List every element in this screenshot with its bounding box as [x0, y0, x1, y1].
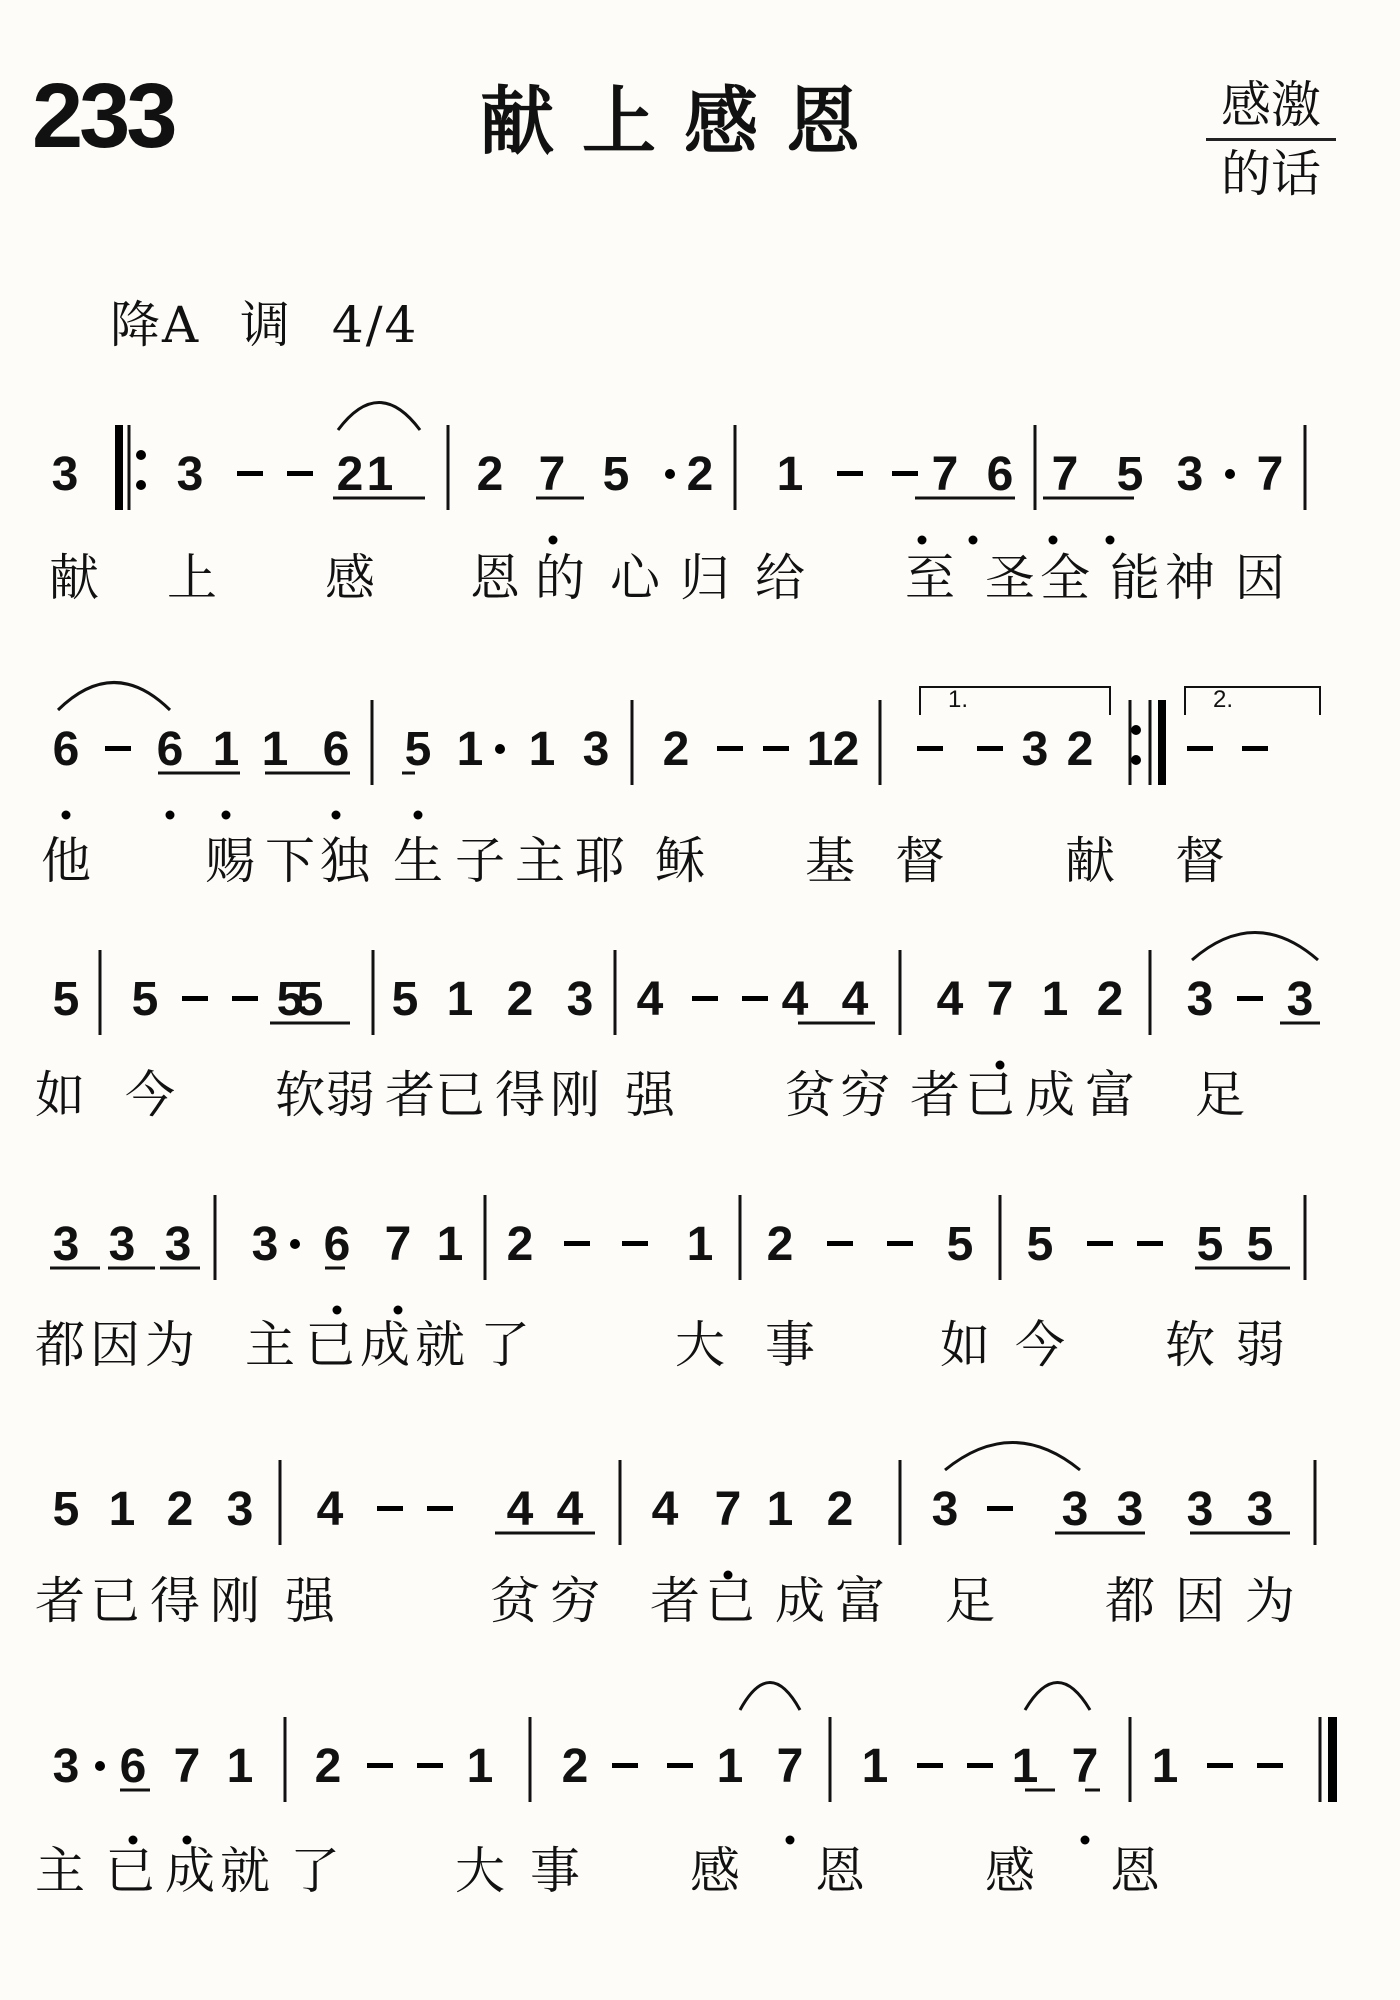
note: 1 — [436, 1218, 464, 1271]
hymn-number: 233 — [32, 65, 174, 167]
note: 3 — [108, 1218, 136, 1271]
note: 3 — [1186, 1483, 1214, 1536]
lyric-char: 得 — [495, 1066, 545, 1124]
tie-arc — [58, 683, 170, 711]
dash-note — [717, 746, 743, 751]
note: 3 — [176, 448, 204, 501]
repeat-dot — [136, 480, 146, 490]
tie-arc — [1025, 1683, 1090, 1711]
lyric-char: 刚 — [550, 1066, 600, 1124]
note: 1 — [716, 1740, 744, 1793]
key-signature: 降A 调 4/4 — [110, 296, 419, 354]
lyric-char: 事 — [530, 1842, 580, 1900]
dash-note — [612, 1763, 638, 1768]
note: 3 — [1176, 448, 1204, 501]
note: 7 — [714, 1483, 742, 1536]
lyric-char: 圣 — [985, 549, 1035, 607]
dash-note — [837, 471, 863, 476]
lyric-char: 下 — [265, 832, 315, 890]
lyric-char: 成 — [360, 1316, 410, 1374]
lyric-char: 全 — [1040, 549, 1090, 607]
dash-note — [917, 746, 943, 751]
lyric-char: 足 — [945, 1572, 995, 1630]
lyric-char: 事 — [765, 1316, 815, 1374]
note: 6 — [119, 1740, 147, 1793]
dash-note — [1087, 1241, 1113, 1246]
note: 3 — [1116, 1483, 1144, 1536]
lyric-char: 大 — [675, 1316, 725, 1374]
dash-note — [1137, 1241, 1163, 1246]
dot-note — [290, 1239, 300, 1249]
octave-dot — [394, 1306, 403, 1315]
note: 1 — [108, 1483, 136, 1536]
note: 3 — [1246, 1483, 1274, 1536]
octave-dot — [62, 811, 71, 820]
octave-dot — [786, 1836, 795, 1845]
lyric-char: 今 — [1015, 1316, 1065, 1374]
note: 3 — [566, 973, 594, 1026]
note: 1 — [261, 723, 289, 776]
dash-note — [892, 471, 918, 476]
lyric-char: 已 — [965, 1066, 1015, 1124]
octave-dot — [332, 811, 341, 820]
dash-note — [1242, 746, 1268, 751]
note: 3 — [1186, 973, 1214, 1026]
note: 5 — [52, 1483, 80, 1536]
lyric-char: 心 — [610, 549, 660, 607]
note: 1 — [226, 1740, 254, 1793]
note: 1 — [446, 973, 474, 1026]
note: 4 — [636, 973, 664, 1026]
repeat-end-thick — [1158, 700, 1166, 785]
volta-label: 2. — [1213, 686, 1234, 713]
note: 5 — [1116, 448, 1144, 501]
lyric-char: 主 — [245, 1316, 295, 1374]
lyric-char: 成 — [165, 1842, 215, 1900]
note: 1 — [366, 448, 394, 501]
dot-note — [495, 744, 505, 754]
note: 1 — [528, 723, 556, 776]
note: 4 — [506, 1483, 534, 1536]
note: 2 — [662, 723, 690, 776]
final-barline-thick — [1328, 1717, 1337, 1802]
lyric-char: 穷 — [840, 1066, 890, 1124]
note: 2 — [476, 448, 504, 501]
note: 7 — [538, 448, 566, 501]
lyric-char: 者 — [385, 1066, 435, 1124]
lyric-char: 得 — [150, 1572, 200, 1630]
note: 5 — [391, 973, 419, 1026]
category-tag-bottom: 的话 — [1221, 145, 1321, 203]
lyric-char: 软 — [275, 1066, 325, 1124]
lyric-char: 耶 — [575, 832, 625, 890]
note: 2 — [336, 448, 364, 501]
lyric-char: 至 — [905, 549, 955, 607]
note: 7 — [1071, 1740, 1099, 1793]
lyric-char: 因 — [1175, 1572, 1225, 1630]
lyric-char: 督 — [1175, 832, 1225, 890]
note: 4 — [316, 1483, 344, 1536]
octave-dot — [969, 536, 978, 545]
lyric-char: 的 — [535, 549, 585, 607]
lyric-char: 稣 — [655, 832, 705, 890]
lyric-char: 者 — [35, 1572, 85, 1630]
note: 2 — [314, 1740, 342, 1793]
note: 3 — [51, 448, 79, 501]
note: 2 — [832, 723, 860, 776]
lyric-char: 为 — [145, 1316, 195, 1374]
lyric-char: 弱 — [1235, 1316, 1285, 1374]
lyric-char: 软 — [1165, 1316, 1215, 1374]
octave-dot — [222, 811, 231, 820]
lyric-char: 归 — [680, 549, 730, 607]
dash-note — [742, 996, 768, 1001]
lyric-char: 都 — [35, 1316, 85, 1374]
repeat-dot — [1131, 755, 1141, 765]
octave-dot — [166, 811, 175, 820]
note: 1 — [861, 1740, 889, 1793]
note: 1 — [466, 1740, 494, 1793]
note: 6 — [986, 448, 1014, 501]
volta-label: 1. — [948, 686, 969, 713]
note: 2 — [826, 1483, 854, 1536]
lyric-char: 今 — [125, 1066, 175, 1124]
lyric-char: 为 — [1245, 1572, 1295, 1630]
tie-arc — [1192, 933, 1318, 961]
lyric-char: 大 — [455, 1842, 505, 1900]
lyric-char: 了 — [290, 1842, 340, 1900]
dash-note — [367, 1763, 393, 1768]
note: 2 — [686, 448, 714, 501]
note: 1 — [1011, 1740, 1039, 1793]
lyric-char: 富 — [835, 1572, 885, 1630]
note: 6 — [323, 1218, 351, 1271]
lyric-char: 了 — [480, 1316, 530, 1374]
repeat-start-thick — [115, 425, 123, 510]
dash-note — [417, 1763, 443, 1768]
note: 1 — [686, 1218, 714, 1271]
lyric-char: 基 — [805, 832, 855, 890]
note: 3 — [582, 723, 610, 776]
dash-note — [564, 1241, 590, 1246]
dash-note — [287, 471, 313, 476]
lyric-char: 献 — [1065, 832, 1115, 890]
lyric-char: 子 — [455, 832, 505, 890]
dash-note — [667, 1763, 693, 1768]
note: 3 — [52, 1218, 80, 1271]
note: 7 — [1051, 448, 1079, 501]
lyric-char: 足 — [1195, 1066, 1245, 1124]
lyric-char: 穷 — [550, 1572, 600, 1630]
note: 5 — [1246, 1218, 1274, 1271]
score-layer — [35, 403, 1337, 1901]
octave-dot — [333, 1306, 342, 1315]
lyric-char: 已 — [705, 1572, 755, 1630]
note: 1 — [766, 1483, 794, 1536]
note: 2 — [1096, 973, 1124, 1026]
dash-note — [105, 746, 131, 751]
tie-arc — [740, 1683, 800, 1711]
lyric-char: 刚 — [210, 1572, 260, 1630]
dash-note — [237, 471, 263, 476]
dash-note — [827, 1241, 853, 1246]
dash-note — [182, 996, 208, 1001]
lyric-char: 都 — [1105, 1572, 1155, 1630]
note: 1 — [1151, 1740, 1179, 1793]
lyric-char: 因 — [90, 1316, 140, 1374]
octave-dot — [1106, 536, 1115, 545]
lyric-char: 已 — [90, 1572, 140, 1630]
dash-note — [1237, 996, 1263, 1001]
lyric-char: 富 — [1085, 1066, 1135, 1124]
note: 5 — [404, 723, 432, 776]
note: 3 — [226, 1483, 254, 1536]
note: 2 — [166, 1483, 194, 1536]
note: 3 — [1286, 973, 1314, 1026]
lyric-char: 生 — [393, 832, 443, 890]
lyric-char: 督 — [895, 832, 945, 890]
note: 2 — [506, 1218, 534, 1271]
note: 7 — [1256, 448, 1284, 501]
note: 6 — [52, 723, 80, 776]
dash-note — [987, 1506, 1013, 1511]
note: 6 — [156, 723, 184, 776]
lyric-char: 成 — [775, 1572, 825, 1630]
note: 3 — [1061, 1483, 1089, 1536]
note: 7 — [173, 1740, 201, 1793]
note: 4 — [651, 1483, 679, 1536]
octave-dot — [1081, 1836, 1090, 1845]
lyric-char: 恩 — [470, 549, 520, 607]
lyric-char: 能 — [1110, 549, 1160, 607]
lyric-char: 神 — [1165, 549, 1215, 607]
note: 3 — [164, 1218, 192, 1271]
octave-dot — [1049, 536, 1058, 545]
lyric-char: 贫 — [785, 1066, 835, 1124]
volta-bracket — [1185, 687, 1320, 715]
lyric-char: 者 — [910, 1066, 960, 1124]
dash-note — [377, 1506, 403, 1511]
lyric-char: 给 — [755, 549, 805, 607]
note: 5 — [946, 1218, 974, 1271]
note: 5 — [1026, 1218, 1054, 1271]
dash-note — [232, 996, 258, 1001]
note: 6 — [322, 723, 350, 776]
dash-note — [1207, 1763, 1233, 1768]
lyric-char: 如 — [35, 1066, 85, 1124]
hymn-title: 献上感恩 — [480, 79, 888, 165]
lyric-char: 因 — [1235, 549, 1285, 607]
note: 5 — [52, 973, 80, 1026]
lyric-char: 赐 — [205, 832, 255, 890]
dot-note — [665, 469, 675, 479]
lyric-char: 已 — [435, 1066, 485, 1124]
note: 1 — [1041, 973, 1069, 1026]
octave-dot — [918, 536, 927, 545]
tie-arc — [338, 403, 420, 431]
dash-note — [763, 746, 789, 751]
dash-note — [887, 1241, 913, 1246]
note: 3 — [1021, 723, 1049, 776]
note: 5 — [276, 973, 304, 1026]
dash-note — [692, 996, 718, 1001]
lyric-char: 主 — [515, 832, 565, 890]
note: 7 — [776, 1740, 804, 1793]
lyric-char: 者 — [650, 1572, 700, 1630]
octave-dot — [549, 536, 558, 545]
note: 2 — [1066, 723, 1094, 776]
lyric-char: 恩 — [1110, 1842, 1160, 1900]
lyric-char: 已 — [305, 1316, 355, 1374]
lyric-char: 他 — [41, 832, 91, 890]
lyric-char: 独 — [320, 832, 370, 890]
dash-note — [967, 1763, 993, 1768]
lyric-char: 感 — [985, 1842, 1035, 1900]
note: 7 — [384, 1218, 412, 1271]
category-tag-top: 感激 — [1206, 80, 1336, 141]
note: 2 — [766, 1218, 794, 1271]
dash-note — [917, 1763, 943, 1768]
note: 5 — [1196, 1218, 1224, 1271]
lyric-char: 已 — [105, 1842, 155, 1900]
dash-note — [977, 746, 1003, 751]
note: 3 — [931, 1483, 959, 1536]
lyric-char: 贫 — [490, 1572, 540, 1630]
note: 2 — [561, 1740, 589, 1793]
note: 4 — [781, 973, 809, 1026]
note: 3 — [251, 1218, 279, 1271]
note: 4 — [841, 973, 869, 1026]
tie-arc — [945, 1443, 1080, 1471]
lyric-char: 感 — [690, 1842, 740, 1900]
note: 1 — [776, 448, 804, 501]
note: 1 — [456, 723, 484, 776]
dash-note — [427, 1506, 453, 1511]
note: 4 — [936, 973, 964, 1026]
note: 5 — [131, 973, 159, 1026]
lyric-char: 恩 — [815, 1842, 865, 1900]
note: 7 — [986, 973, 1014, 1026]
octave-dot — [414, 811, 423, 820]
repeat-dot — [1131, 725, 1141, 735]
dash-note — [1187, 746, 1213, 751]
dash-note — [622, 1241, 648, 1246]
lyric-char: 献 — [49, 549, 99, 607]
dash-note — [1257, 1763, 1283, 1768]
note: 1 — [806, 723, 834, 776]
note: 4 — [556, 1483, 584, 1536]
lyric-char: 成 — [1025, 1066, 1075, 1124]
note: 3 — [52, 1740, 80, 1793]
dot-note — [1225, 469, 1235, 479]
lyric-char: 强 — [625, 1066, 675, 1124]
note: 2 — [506, 973, 534, 1026]
lyric-char: 上 — [167, 549, 217, 607]
repeat-dot — [136, 450, 146, 460]
note: 5 — [602, 448, 630, 501]
lyric-char: 如 — [940, 1316, 990, 1374]
lyric-char: 就 — [415, 1316, 465, 1374]
dot-note — [95, 1761, 105, 1771]
lyric-char: 强 — [285, 1572, 335, 1630]
lyric-char: 感 — [325, 549, 375, 607]
note: 1 — [212, 723, 240, 776]
note: 7 — [931, 448, 959, 501]
lyric-char: 就 — [220, 1842, 270, 1900]
note: 5 — [296, 973, 324, 1026]
lyric-char: 主 — [35, 1842, 85, 1900]
lyric-char: 弱 — [325, 1066, 375, 1124]
